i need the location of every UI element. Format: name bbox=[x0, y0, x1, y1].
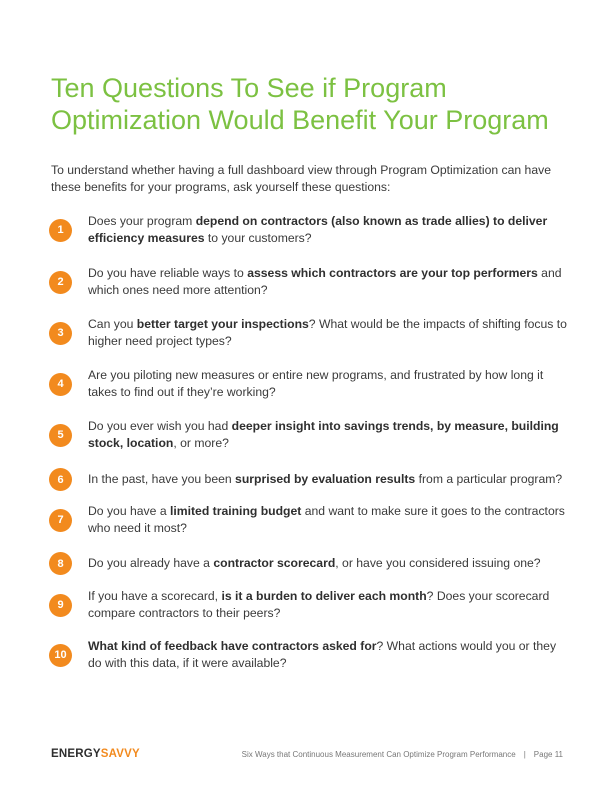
logo-energy: ENERGY bbox=[51, 748, 101, 760]
question-text: Do you have reliable ways to assess which contractors are your top performers and which ones need more attention? bbox=[88, 266, 562, 297]
question-item-1 bbox=[49, 213, 579, 247]
question-number-badge: 1 bbox=[49, 219, 72, 242]
question-item-4 bbox=[49, 367, 579, 401]
question-number-badge: 9 bbox=[49, 594, 72, 617]
question-number-badge: 10 bbox=[49, 644, 72, 667]
question-item-5 bbox=[49, 418, 579, 452]
footer-caption bbox=[242, 750, 563, 759]
question-item-9 bbox=[49, 588, 579, 622]
title-line-2: Optimization Would Benefit Your Program bbox=[51, 105, 549, 135]
page-footer bbox=[51, 748, 563, 760]
question-text: Can you better target your inspections? What would be the impacts of shifting focus to higher need project types? bbox=[88, 317, 567, 348]
question-number-badge: 2 bbox=[49, 271, 72, 294]
question-text: Are you piloting new measures or entire new programs, and frustrated by how long it takes to find out if they’re working? bbox=[88, 368, 544, 399]
question-number-badge: 5 bbox=[49, 424, 72, 447]
logo-savvy: SAVVY bbox=[100, 748, 140, 760]
question-item-7 bbox=[49, 503, 579, 537]
question-number-badge: 3 bbox=[49, 322, 72, 345]
question-item-10 bbox=[49, 638, 579, 672]
energysavvy-logo bbox=[51, 748, 140, 760]
question-number-badge: 8 bbox=[49, 552, 72, 575]
intro-paragraph: To understand whether having a full dashboard view through Program Optimization can have these benefits for your programs, ask yourself these questions: bbox=[51, 163, 551, 194]
question-item-6 bbox=[49, 468, 579, 491]
question-text: What kind of feedback have contractors asked for? What actions would you or they do with this data, if it were available? bbox=[88, 639, 557, 670]
question-text: Do you have a limited training budget and want to make sure it goes to the contractors who need it most? bbox=[88, 504, 565, 535]
question-item-8 bbox=[49, 552, 579, 575]
question-number-badge: 7 bbox=[49, 509, 72, 532]
question-number-badge: 6 bbox=[49, 468, 72, 491]
question-number-badge: 4 bbox=[49, 373, 72, 396]
question-text: Do you ever wish you had deeper insight into savings trends, by measure, building stock, location, or more? bbox=[88, 419, 559, 450]
question-item-2 bbox=[49, 265, 579, 299]
question-text: Do you already have a contractor scorecard, or have you considered issuing one? bbox=[88, 556, 541, 570]
question-text: Does your program depend on contractors (also known as trade allies) to deliver efficiency measures to your customers? bbox=[88, 214, 548, 245]
question-text: If you have a scorecard, is it a burden to deliver each month? Does your scorecard compare contractors to their peers? bbox=[88, 589, 550, 620]
question-text: In the past, have you been surprised by evaluation results from a particular program? bbox=[88, 472, 563, 486]
title-line-1: Ten Questions To See if Program bbox=[51, 73, 447, 103]
footer-separator: | bbox=[523, 749, 526, 759]
page-number: Page 11 bbox=[533, 749, 563, 759]
question-item-3 bbox=[49, 316, 579, 350]
page-title bbox=[51, 72, 581, 136]
footer-doc-title: Six Ways that Continuous Measurement Can Optimize Program Performance bbox=[241, 749, 516, 759]
